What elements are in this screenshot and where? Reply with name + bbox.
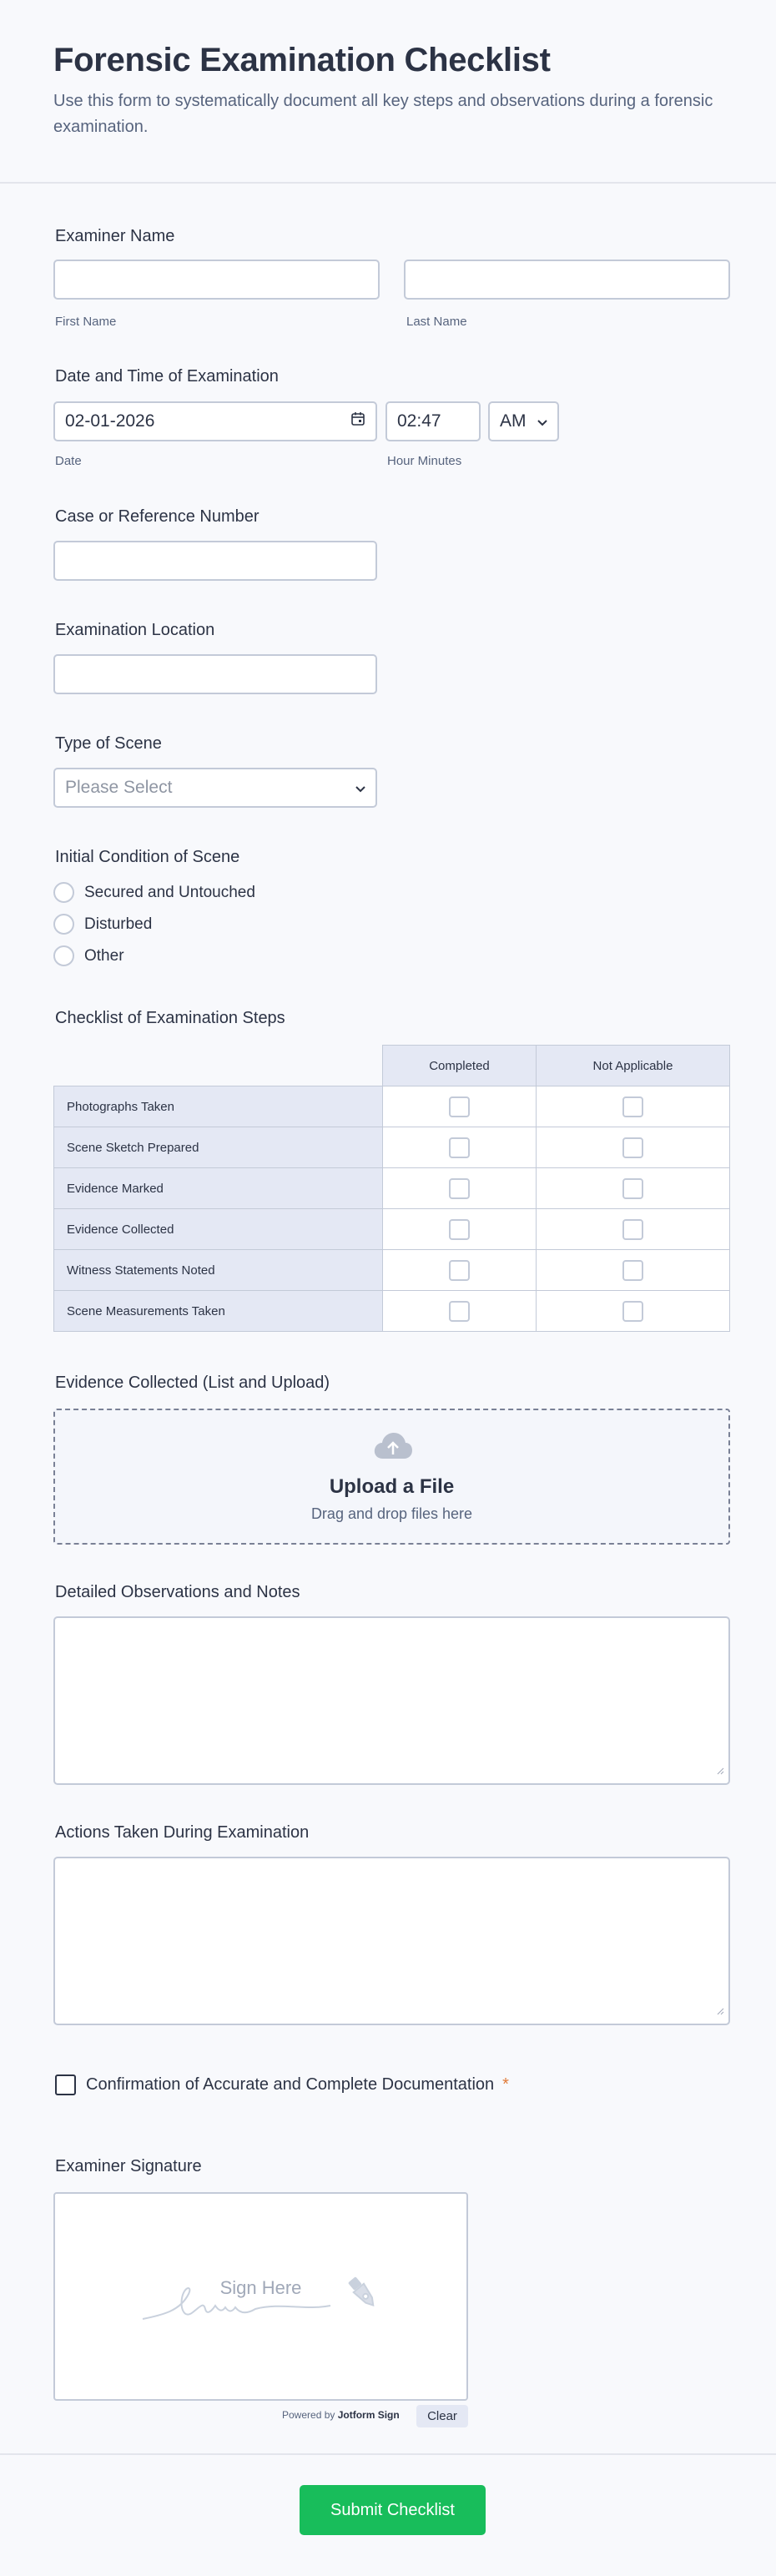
checkbox[interactable] [622, 1260, 643, 1281]
checkbox[interactable] [449, 1178, 470, 1199]
matrix-cell[interactable] [383, 1127, 537, 1168]
submit-button[interactable]: Submit Checklist [300, 2485, 486, 2535]
file-upload-dropzone[interactable] [53, 1409, 730, 1545]
checkbox[interactable] [449, 1137, 470, 1158]
confirmation-checkbox[interactable] [55, 2074, 76, 2095]
checkbox[interactable] [449, 1096, 470, 1117]
ampm-select[interactable] [488, 401, 559, 441]
case-number-input[interactable] [53, 541, 377, 581]
resize-grip-icon[interactable] [716, 2004, 724, 2019]
matrix-cell[interactable] [537, 1291, 730, 1332]
powered-brand: Jotform Sign [337, 2409, 400, 2421]
initial-condition-label: Initial Condition of Scene [55, 848, 240, 866]
radio-button[interactable] [53, 914, 74, 935]
actions-label: Actions Taken During Examination [55, 1823, 310, 1842]
table-row [54, 1168, 730, 1209]
radio-button[interactable] [53, 945, 74, 966]
powered-prefix: Powered by [282, 2409, 335, 2421]
date-sublabel: Date [55, 454, 82, 468]
radio-label: Disturbed [84, 915, 153, 933]
clear-signature-button[interactable]: Clear [416, 2405, 468, 2427]
time-input[interactable]: 02:47 [385, 401, 481, 441]
matrix-row-label: Witness Statements Noted [54, 1250, 383, 1291]
matrix-corner [54, 1046, 383, 1086]
checklist-matrix [53, 1045, 730, 1332]
table-row [54, 1291, 730, 1332]
matrix-column-header: Completed [383, 1046, 537, 1086]
first-name-sublabel: First Name [55, 315, 117, 329]
footer-divider [0, 2453, 776, 2455]
chevron-down-icon [537, 411, 547, 431]
table-row [54, 1086, 730, 1127]
upload-subtitle: Drag and drop files here [310, 1505, 473, 1522]
radio-option-secured[interactable] [53, 882, 255, 903]
examiner-name-label: Examiner Name [55, 227, 175, 245]
scene-type-select[interactable] [53, 768, 377, 808]
matrix-row-label: Evidence Marked [54, 1168, 383, 1209]
observations-label: Detailed Observations and Notes [55, 1583, 300, 1601]
ampm-value: AM [500, 411, 527, 431]
required-mark: * [502, 2075, 509, 2094]
form-subtitle: Use this form to systematically document all key steps and observations during a forensic examination. [53, 92, 713, 136]
location-label: Examination Location [55, 621, 215, 639]
scene-type-placeholder: Please Select [65, 778, 173, 797]
radio-label: Secured and Untouched [84, 883, 255, 901]
upload-title: Upload a File [329, 1475, 455, 1498]
date-input[interactable] [53, 401, 377, 441]
checklist-label: Checklist of Examination Steps [55, 1009, 285, 1027]
table-row [54, 1127, 730, 1168]
checkbox[interactable] [449, 1301, 470, 1322]
confirmation-label: Confirmation of Accurate and Complete Documentation [86, 2075, 495, 2094]
matrix-cell[interactable] [383, 1086, 537, 1127]
chevron-down-icon [355, 778, 365, 798]
form-header [0, 0, 776, 184]
radio-button[interactable] [53, 882, 74, 903]
matrix-row-label: Photographs Taken [54, 1086, 383, 1127]
table-row [54, 1209, 730, 1250]
cloud-upload-icon [373, 1430, 413, 1464]
radio-option-disturbed[interactable] [53, 914, 152, 935]
checkbox[interactable] [622, 1301, 643, 1322]
matrix-cell[interactable] [537, 1209, 730, 1250]
scene-type-label: Type of Scene [55, 734, 162, 753]
calendar-icon[interactable] [350, 411, 365, 431]
checkbox[interactable] [622, 1219, 643, 1240]
matrix-row-label: Scene Sketch Prepared [54, 1127, 383, 1168]
radio-label: Other [84, 946, 124, 965]
time-sublabel: Hour Minutes [387, 454, 462, 468]
matrix-cell[interactable] [537, 1168, 730, 1209]
sign-here-placeholder: Sign Here [219, 2277, 302, 2298]
checkbox[interactable] [622, 1096, 643, 1117]
matrix-cell[interactable] [383, 1168, 537, 1209]
form-title: Forensic Examination Checklist [53, 42, 551, 78]
case-number-label: Case or Reference Number [55, 507, 260, 526]
first-name-input[interactable] [53, 260, 380, 300]
matrix-row-label: Scene Measurements Taken [54, 1291, 383, 1332]
matrix-cell[interactable] [383, 1250, 537, 1291]
matrix-cell[interactable] [537, 1250, 730, 1291]
checkbox[interactable] [622, 1178, 643, 1199]
checkbox[interactable] [449, 1260, 470, 1281]
matrix-cell[interactable] [537, 1086, 730, 1127]
radio-option-other[interactable] [53, 945, 124, 966]
matrix-cell[interactable] [383, 1291, 537, 1332]
observations-textarea[interactable] [53, 1616, 730, 1785]
table-row [54, 1250, 730, 1291]
signature-label: Examiner Signature [55, 2157, 202, 2175]
resize-grip-icon[interactable] [716, 1764, 724, 1779]
checkbox[interactable] [449, 1219, 470, 1240]
matrix-cell[interactable] [537, 1127, 730, 1168]
matrix-cell[interactable] [383, 1209, 537, 1250]
matrix-row-label: Evidence Collected [54, 1209, 383, 1250]
evidence-upload-label: Evidence Collected (List and Upload) [55, 1374, 330, 1392]
powered-by [282, 2409, 400, 2421]
signature-pad[interactable] [53, 2192, 468, 2401]
matrix-column-header: Not Applicable [537, 1046, 730, 1086]
location-input[interactable] [53, 654, 377, 694]
date-value: 02-01-2026 [65, 411, 155, 431]
checkbox[interactable] [622, 1137, 643, 1158]
last-name-sublabel: Last Name [406, 315, 467, 329]
actions-textarea[interactable] [53, 1857, 730, 2025]
confirmation-row[interactable] [55, 2074, 509, 2095]
datetime-label: Date and Time of Examination [55, 367, 279, 386]
pen-nib-icon [344, 2274, 382, 2316]
last-name-input[interactable] [404, 260, 730, 300]
